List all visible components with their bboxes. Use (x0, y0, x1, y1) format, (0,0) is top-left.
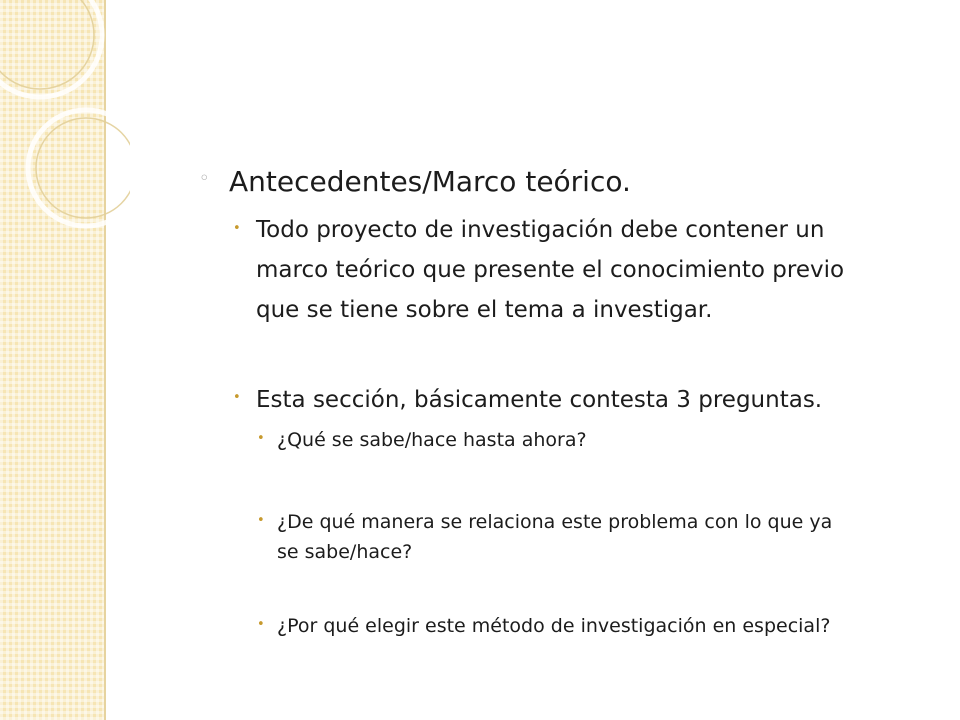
dot-icon: • (257, 431, 265, 446)
lower-ring-inner (36, 118, 130, 218)
decorative-rings (0, 0, 130, 240)
dot-icon: • (257, 513, 265, 528)
slide-heading: Antecedentes/Marco teórico. (229, 165, 631, 198)
dot-icon: • (257, 617, 265, 632)
question-2-line-1: ¿De qué manera se relaciona este problema con lo que ya (277, 511, 833, 533)
question-3-line-1: ¿Por qué elegir este método de investigación en especial? (277, 615, 831, 637)
dot-icon: • (233, 221, 241, 236)
question-2-line-2: se sabe/hace? (277, 541, 413, 563)
dot-icon: • (233, 390, 241, 405)
point-1-line-2: marco teórico que presente el conocimiento previo (256, 257, 845, 283)
question-1-line-1: ¿Qué se sabe/hace hasta ahora? (277, 429, 587, 451)
point-1-line-1: Todo proyecto de investigación debe contener un (256, 217, 825, 243)
point-2-line-1: Esta sección, básicamente contesta 3 preguntas. (256, 387, 823, 413)
upper-ring-inner (0, 0, 94, 89)
point-1-line-3: que se tiene sobre el tema a investigar. (256, 297, 713, 323)
open-circle-icon: ◦ (199, 168, 210, 189)
